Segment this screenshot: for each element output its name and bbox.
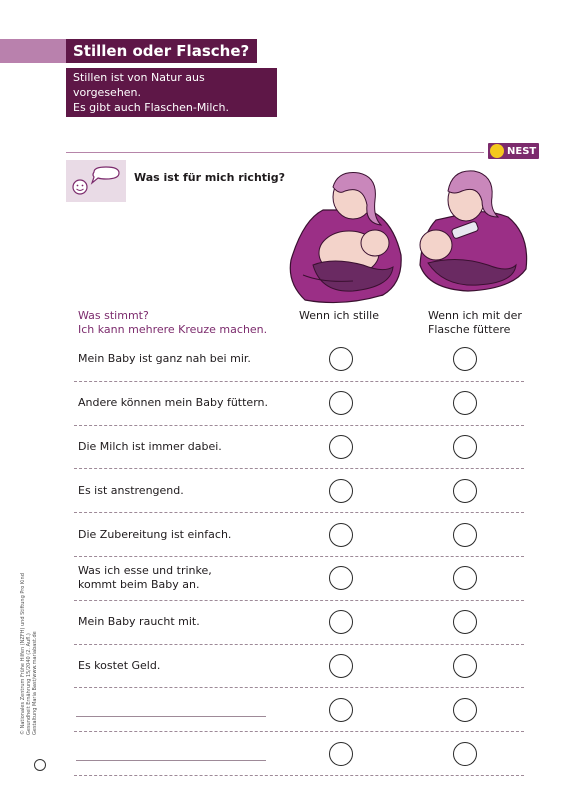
- table-row: [74, 338, 524, 382]
- column-header-instructions: [78, 309, 267, 337]
- checkbox-flasche[interactable]: [453, 347, 477, 371]
- title-accent-bar: [0, 39, 66, 63]
- blank-write-line[interactable]: [76, 716, 266, 717]
- statement-label: Die Zubereitung ist einfach.: [78, 527, 232, 541]
- column-header-flasche: [428, 309, 522, 337]
- intro-text: [66, 68, 277, 117]
- credit-line-3: Gestaltung Maria Bast/www.mariabast.de: [32, 631, 38, 735]
- credit-line-1: © Nationales Zentrum Frühe Hilfen (NZFH) und Stiftung Pro Kind: [20, 573, 26, 735]
- checkbox-stillen[interactable]: [329, 391, 353, 415]
- checkbox-flasche[interactable]: [453, 698, 477, 722]
- column-header-stillen: Wenn ich stille: [299, 309, 379, 322]
- page-mark-icon: [34, 759, 46, 771]
- intro-line-2: Es gibt auch Flaschen-Milch.: [73, 101, 229, 114]
- divider: [66, 152, 484, 153]
- statement-label: Andere können mein Baby füttern.: [78, 396, 268, 410]
- checkbox-stillen[interactable]: [329, 566, 353, 590]
- checkbox-stillen[interactable]: [329, 742, 353, 766]
- table-row: [74, 382, 524, 426]
- statement-label: Es kostet Geld.: [78, 658, 161, 672]
- statement-label: Die Milch ist immer dabei.: [78, 439, 222, 453]
- checkbox-stillen[interactable]: [329, 610, 353, 634]
- smiley-speech-bubble-icon: [66, 160, 126, 202]
- table-row: [74, 601, 524, 645]
- checkbox-flasche[interactable]: [453, 479, 477, 503]
- nest-logo-text: NEST: [507, 145, 537, 157]
- table-row-blank: [74, 688, 524, 732]
- checkbox-flasche[interactable]: [453, 654, 477, 678]
- checkbox-stillen[interactable]: [329, 523, 353, 547]
- checkbox-stillen[interactable]: [329, 698, 353, 722]
- table-row: [74, 469, 524, 513]
- column-header-flasche-line-2: Flasche füttere: [428, 323, 511, 336]
- copyright-credit: [20, 573, 38, 735]
- credit-line-2: Gesundheit Ernährung 15/2040 (2. Aufl.): [26, 633, 32, 735]
- table-row: [74, 557, 524, 601]
- question-heading: Was ist für mich richtig?: [134, 171, 286, 184]
- statement-label: Mein Baby ist ganz nah bei mir.: [78, 352, 251, 366]
- bottle-feeding-illustration: [408, 165, 533, 295]
- statement-table: [74, 338, 524, 776]
- table-row-blank: [74, 732, 524, 776]
- checkbox-stillen[interactable]: [329, 654, 353, 678]
- column-header-line-2: Ich kann mehrere Kreuze machen.: [78, 323, 268, 336]
- page-title: Stillen oder Flasche?: [66, 39, 257, 63]
- sun-icon: [490, 144, 504, 158]
- checkbox-flasche[interactable]: [453, 742, 477, 766]
- statement-label: Es ist anstrengend.: [78, 483, 184, 497]
- statement-label: Mein Baby raucht mit.: [78, 615, 200, 629]
- checkbox-flasche[interactable]: [453, 523, 477, 547]
- column-header-line-1: Was stimmt?: [78, 309, 149, 322]
- nest-logo: [488, 143, 539, 159]
- checkbox-flasche[interactable]: [453, 566, 477, 590]
- checkbox-stillen[interactable]: [329, 479, 353, 503]
- table-row: [74, 513, 524, 557]
- checkbox-flasche[interactable]: [453, 435, 477, 459]
- checkbox-flasche[interactable]: [453, 391, 477, 415]
- intro-line-1: Stillen ist von Natur aus vorgesehen.: [73, 71, 205, 99]
- table-row: [74, 645, 524, 689]
- checkbox-stillen[interactable]: [329, 435, 353, 459]
- blank-write-line[interactable]: [76, 760, 266, 761]
- checkbox-stillen[interactable]: [329, 347, 353, 371]
- table-row: [74, 426, 524, 470]
- breastfeeding-illustration: [283, 165, 411, 307]
- checkbox-flasche[interactable]: [453, 610, 477, 634]
- statement-label: Was ich esse und trinke, kommt beim Baby an.: [78, 564, 212, 592]
- column-header-flasche-line-1: Wenn ich mit der: [428, 309, 522, 322]
